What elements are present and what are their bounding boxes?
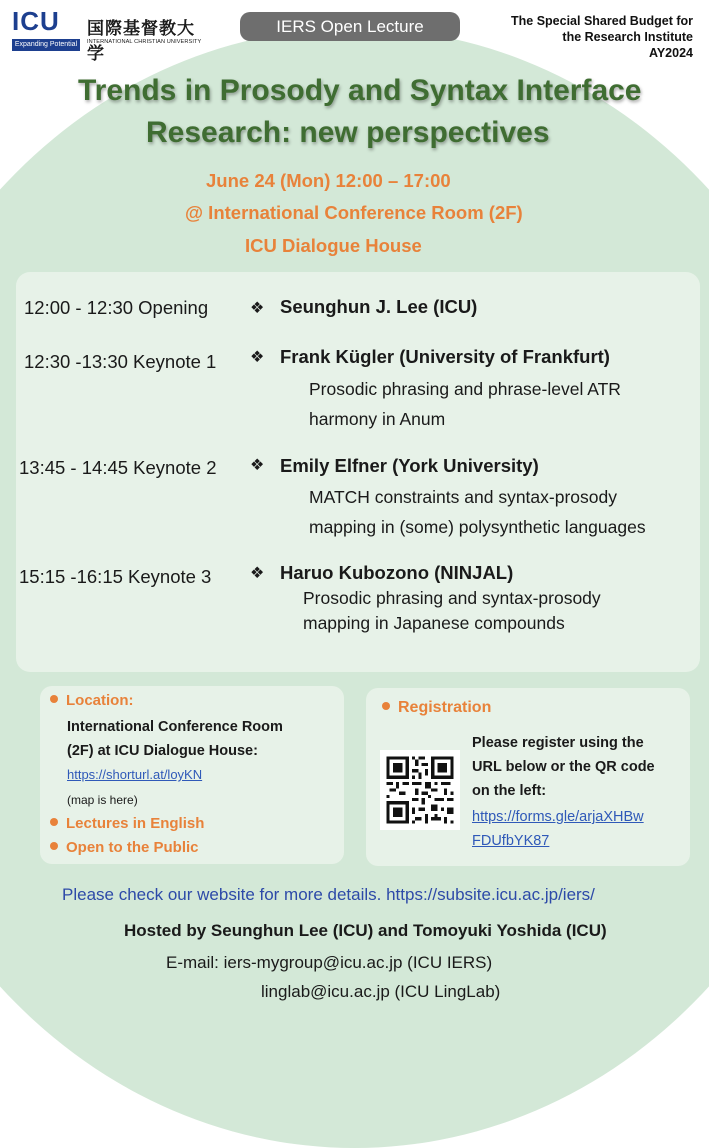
schedule-time: 15:15 -16:15 Keynote 3 — [19, 566, 212, 587]
page-title — [78, 70, 678, 154]
talk-line: harmony in Anum — [309, 409, 446, 429]
logo-jp-name: 国際基督教大学 — [87, 19, 195, 63]
schedule-speaker: Seunghun J. Lee (ICU) — [280, 296, 478, 317]
schedule-speaker: Haruo Kubozono (NINJAL) — [280, 562, 514, 583]
talk-line: mapping in Japanese compounds — [303, 613, 565, 633]
logo-tagline: Expanding Potential — [12, 39, 80, 51]
talk-line: Prosodic phrasing and phrase-level ATR — [309, 379, 621, 399]
budget-line-1: The Special Shared Budget for — [511, 14, 693, 28]
open-to-public: Open to the Public — [50, 839, 199, 857]
budget-line-2: the Research Institute — [562, 30, 693, 44]
lectures-in-english: Lectures in English — [50, 815, 204, 833]
budget-line-3: AY2024 — [648, 46, 693, 60]
registration-label: Registration — [382, 699, 491, 717]
logo-en-name: INTERNATIONAL CHRISTIAN UNIVERSITY — [87, 39, 202, 45]
event-venue: @ International Conference Room (2F) — [185, 202, 523, 223]
icu-logo[interactable] — [12, 6, 202, 63]
diamond-bullet-icon: ❖ — [250, 565, 265, 582]
registration-instructions — [472, 731, 655, 803]
map-note: (map is here) — [67, 793, 138, 807]
schedule-time: 12:00 - 12:30 Opening — [24, 297, 209, 318]
qr-code-icon[interactable] — [380, 750, 460, 830]
title-line-1: Trends in Prosody and Syntax Interface — [78, 74, 642, 107]
talk-line: mapping in (some) polysynthetic languages — [309, 517, 646, 537]
schedule-speaker: Frank Kügler (University of Frankfurt) — [280, 346, 610, 367]
bullet-dot-icon — [50, 695, 58, 703]
talk-line: Prosodic phrasing and syntax-prosody — [303, 588, 601, 608]
instruction-line: on the left: — [472, 783, 547, 799]
hosted-by: Hosted by Seunghun Lee (ICU) and Tomoyuki Yoshida (ICU) — [124, 921, 607, 940]
location-address — [67, 715, 283, 763]
address-line: (2F) at ICU Dialogue House: — [67, 743, 258, 759]
schedule-talk-title — [303, 586, 601, 636]
registration-link-line[interactable]: FDUfbYK87 — [472, 833, 550, 849]
email-iers[interactable]: E-mail: iers-mygroup@icu.ac.jp (ICU IERS) — [166, 953, 493, 972]
map-link[interactable]: https://shorturl.at/loyKN — [67, 767, 203, 782]
title-line-2: Research: new perspectives — [146, 116, 550, 149]
talk-line: MATCH constraints and syntax-prosody — [309, 487, 617, 507]
diamond-bullet-icon: ❖ — [250, 349, 265, 366]
event-building: ICU Dialogue House — [245, 235, 422, 256]
schedule-time: 13:45 - 14:45 Keynote 2 — [19, 457, 217, 478]
schedule-speaker: Emily Elfner (York University) — [280, 455, 539, 476]
event-date: June 24 (Mon) 12:00 – 17:00 — [206, 170, 451, 191]
registration-link-line[interactable]: https://forms.gle/arjaXHBw — [472, 809, 644, 825]
diamond-bullet-icon: ❖ — [250, 457, 265, 474]
website-note[interactable]: Please check our website for more details. https://subsite.icu.ac.jp/iers/ — [62, 885, 595, 904]
budget-note — [511, 13, 693, 61]
lecture-badge: IERS Open Lecture — [240, 12, 460, 41]
location-label: Location: — [50, 692, 134, 710]
logo-wordmark: ICU — [12, 6, 60, 36]
bullet-dot-icon — [382, 702, 390, 710]
diamond-bullet-icon: ❖ — [250, 300, 265, 317]
registration-link[interactable] — [472, 805, 644, 853]
bullet-dot-icon — [50, 842, 58, 850]
schedule-talk-title — [309, 482, 646, 542]
instruction-line: Please register using the — [472, 735, 644, 751]
email-linglab[interactable]: linglab@icu.ac.jp (ICU LingLab) — [261, 982, 501, 1001]
schedule-talk-title — [309, 374, 621, 434]
schedule-time: 12:30 -13:30 Keynote 1 — [24, 351, 217, 372]
bullet-dot-icon — [50, 818, 58, 826]
instruction-line: URL below or the QR code — [472, 759, 655, 775]
address-line: International Conference Room — [67, 719, 283, 735]
